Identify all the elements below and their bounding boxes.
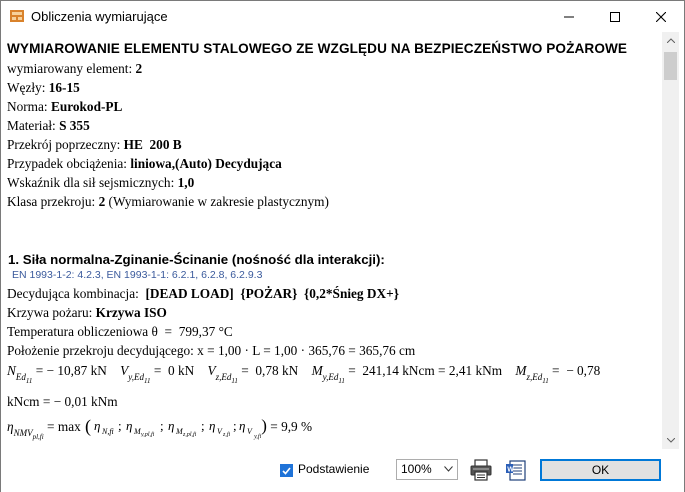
position-line: Położenie przekroju decydującego: x = 1,00 · L = 1,00 · 365,76 = 365,76 cm: [7, 343, 416, 358]
element-value: 2: [135, 61, 143, 76]
report-area[interactable]: [1, 32, 662, 449]
material-value: S 355: [59, 118, 90, 133]
svg-text:η: η: [126, 418, 133, 433]
title-bar[interactable]: [1, 1, 684, 32]
utilization-line: [7, 415, 662, 448]
report-heading: WYMIAROWANIE ELEMENTU STALOWEGO ZE WZGLĘDU NA BEZPIECZEŃSTWO POŻAROWE: [7, 41, 628, 56]
scroll-up-button[interactable]: [662, 32, 679, 49]
svg-text:;: ;: [233, 418, 237, 433]
export-button[interactable]: [505, 458, 529, 482]
svg-text:;: ;: [160, 418, 164, 433]
spacer: [7, 211, 662, 251]
eta-close: ): [261, 416, 267, 435]
element-line: [7, 59, 662, 78]
dialog-footer: [1, 449, 684, 492]
close-icon: [656, 12, 666, 22]
fire-curve-value: Krzywa ISO: [95, 305, 167, 320]
my-symbol: $M_{y,Ed_{11}}$: [311, 363, 345, 385]
svg-text:η: η: [168, 418, 175, 433]
substitution-checkbox[interactable]: [280, 464, 293, 477]
norm-reference: EN 1993-1-2: 4.2.3, EN 1993-1-1: 6.2.1, 6.2.8, 6.2.9.3: [12, 269, 263, 281]
svg-text:V: V: [217, 427, 222, 436]
element-label: wymiarowany element:: [7, 61, 136, 76]
forces-line: [7, 360, 662, 392]
mz-continuation: kNcm = − 0,01 kNm: [7, 394, 118, 409]
printer-icon: [469, 458, 493, 482]
combination-line: [7, 284, 662, 303]
class-label: Klasa przekroju:: [7, 194, 99, 209]
export-icon: [505, 458, 529, 482]
svg-text:N,fi: N,fi: [102, 427, 114, 436]
class-line: [7, 192, 662, 211]
arrow-down-icon: [667, 438, 675, 443]
svg-text:M: M: [134, 427, 141, 436]
norm-value: Eurokod-PL: [50, 99, 123, 114]
svg-text:y,pl,fi: y,pl,fi: [141, 432, 155, 437]
class-value: 2: [98, 194, 106, 209]
svg-text:η: η: [239, 418, 246, 433]
maximize-button[interactable]: [592, 1, 638, 32]
vz-symbol: $V_{z,Ed_{11}}$: [207, 363, 238, 385]
svg-text:;: ;: [201, 418, 205, 433]
seismic-value: 1,0: [177, 175, 195, 190]
app-icon: [9, 8, 25, 24]
window-title: Obliczenia wymiarujące: [31, 9, 168, 24]
minimize-button[interactable]: [546, 1, 592, 32]
svg-text:W: W: [507, 466, 514, 474]
loadcase-label: Przypadek obciążenia:: [7, 156, 131, 171]
class-note: (Wymiarowanie w zakresie plastycznym): [105, 194, 329, 209]
svg-text:z,fi: z,fi: [223, 432, 231, 437]
substitution-label[interactable]: Podstawienie: [298, 462, 370, 476]
seismic-line: [7, 173, 662, 192]
nodes-line: [7, 78, 662, 97]
minimize-icon: [564, 12, 574, 22]
my-value: = 241,14 kNcm = 2,41 kNm: [348, 363, 503, 378]
vz-value: = 0,78 kN: [241, 363, 299, 378]
n-symbol: $N_{Ed_{11}}$: [7, 363, 33, 385]
maximize-icon: [610, 12, 620, 22]
nodes-value: 16-15: [48, 80, 80, 95]
arrow-up-icon: [667, 38, 675, 43]
vertical-scrollbar[interactable]: [662, 32, 679, 449]
svg-text:(: (: [85, 416, 92, 436]
eta-symbol: $\eta_{NMV_{pl,fi}}$: [7, 419, 44, 441]
mz-value: = − 0,78: [552, 363, 601, 378]
fire-curve-label: Krzywa pożaru:: [7, 305, 96, 320]
combination-label: Decydująca kombinacja:: [7, 286, 146, 301]
close-button[interactable]: [638, 1, 684, 32]
seismic-label: Wskaźnik dla sił sejsmicznych:: [7, 175, 178, 190]
section-label: Przekrój poprzeczny:: [7, 137, 124, 152]
nodes-label: Węzły:: [7, 80, 49, 95]
temperature-line: Temperatura obliczeniowa θ = 799,37 °C: [7, 324, 233, 339]
zoom-select[interactable]: [396, 459, 458, 480]
section-title: 1. Siła normalna-Zginanie-Ścinanie (nośność dla interakcji):: [8, 252, 385, 267]
vy-value: = 0 kN: [153, 363, 195, 378]
section-line: [7, 135, 662, 154]
svg-text:η: η: [94, 418, 101, 433]
scroll-thumb[interactable]: [664, 52, 677, 80]
eta-max: = max: [47, 419, 81, 434]
print-button[interactable]: [469, 458, 493, 482]
material-label: Materiał:: [7, 118, 60, 133]
norm-line: [7, 97, 662, 116]
svg-text:;: ;: [118, 418, 122, 433]
svg-text:V: V: [247, 427, 252, 436]
svg-text:M: M: [176, 427, 183, 436]
combination-value: [DEAD LOAD] {POŻAR} {0,2*Śnieg DX+}: [145, 286, 399, 301]
fire-curve-line: [7, 303, 662, 322]
eta-terms: [84, 415, 254, 437]
n-value: = − 10,87 kN: [35, 363, 107, 378]
loadcase-value: liniowa,(Auto) Decydująca: [130, 156, 282, 171]
chevron-down-icon: [444, 466, 453, 472]
svg-text:η: η: [209, 418, 216, 433]
eta-result: = 9,9 %: [270, 419, 313, 434]
section-value: HE 200 B: [123, 137, 182, 152]
loadcase-line: [7, 154, 662, 173]
ok-button[interactable]: OK: [540, 459, 661, 481]
zoom-value: 100%: [401, 462, 432, 476]
vy-symbol: $V_{y,Ed_{11}}$: [120, 363, 151, 385]
scroll-down-button[interactable]: [662, 432, 679, 449]
checkmark-icon: [282, 467, 291, 475]
material-line: [7, 116, 662, 135]
norm-label: Norma:: [7, 99, 51, 114]
mz-symbol: $M_{z,Ed_{11}}$: [515, 363, 549, 385]
svg-text:z,pl,fi: z,pl,fi: [183, 432, 197, 437]
eta-last-sub: y,fi: [254, 434, 262, 440]
